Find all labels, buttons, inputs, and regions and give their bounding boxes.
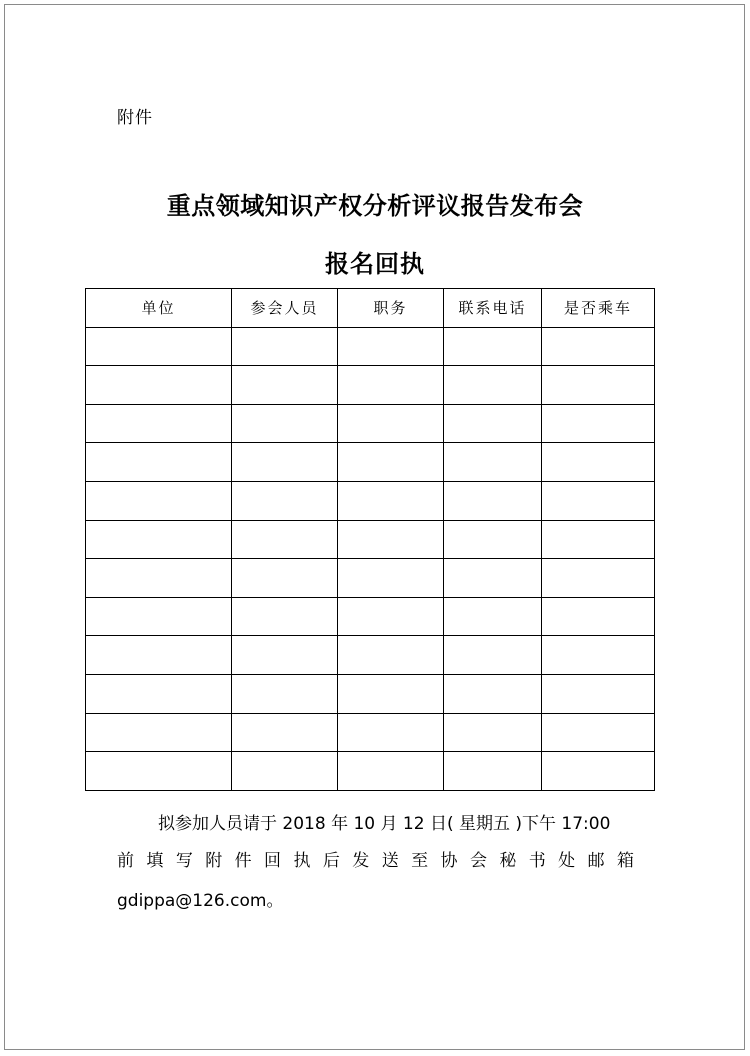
cell-attendees[interactable] bbox=[232, 752, 338, 791]
cell-unit[interactable] bbox=[86, 520, 232, 559]
cell-position[interactable] bbox=[338, 404, 444, 443]
cell-phone[interactable] bbox=[444, 559, 542, 598]
header-attendees: 参会人员 bbox=[232, 289, 338, 328]
cell-unit[interactable] bbox=[86, 327, 232, 366]
cell-position[interactable] bbox=[338, 327, 444, 366]
cell-phone[interactable] bbox=[444, 597, 542, 636]
cell-position[interactable] bbox=[338, 520, 444, 559]
table-row bbox=[86, 674, 655, 713]
table-body bbox=[86, 327, 655, 790]
table-row bbox=[86, 443, 655, 482]
cell-position[interactable] bbox=[338, 559, 444, 598]
cell-position[interactable] bbox=[338, 481, 444, 520]
cell-transport[interactable] bbox=[542, 443, 655, 482]
cell-phone[interactable] bbox=[444, 443, 542, 482]
cell-unit[interactable] bbox=[86, 713, 232, 752]
cell-attendees[interactable] bbox=[232, 636, 338, 675]
header-phone: 联系电话 bbox=[444, 289, 542, 328]
cell-phone[interactable] bbox=[444, 636, 542, 675]
cell-attendees[interactable] bbox=[232, 674, 338, 713]
cell-attendees[interactable] bbox=[232, 481, 338, 520]
cell-phone[interactable] bbox=[444, 520, 542, 559]
cell-unit[interactable] bbox=[86, 752, 232, 791]
table-row bbox=[86, 404, 655, 443]
cell-attendees[interactable] bbox=[232, 713, 338, 752]
cell-transport[interactable] bbox=[542, 520, 655, 559]
cell-unit[interactable] bbox=[86, 481, 232, 520]
note-email: gdippa@126.com。 bbox=[117, 891, 284, 911]
cell-transport[interactable] bbox=[542, 674, 655, 713]
table-row bbox=[86, 366, 655, 405]
document-subtitle: 报名回执 bbox=[325, 249, 425, 278]
header-unit: 单位 bbox=[86, 289, 232, 328]
cell-attendees[interactable] bbox=[232, 559, 338, 598]
registration-table bbox=[85, 288, 655, 791]
cell-transport[interactable] bbox=[542, 366, 655, 405]
cell-unit[interactable] bbox=[86, 636, 232, 675]
table-row bbox=[86, 481, 655, 520]
cell-position[interactable] bbox=[338, 443, 444, 482]
cell-phone[interactable] bbox=[444, 366, 542, 405]
table-row bbox=[86, 559, 655, 598]
cell-transport[interactable] bbox=[542, 752, 655, 791]
cell-position[interactable] bbox=[338, 713, 444, 752]
table-row bbox=[86, 597, 655, 636]
table-row bbox=[86, 520, 655, 559]
table-row bbox=[86, 636, 655, 675]
cell-phone[interactable] bbox=[444, 481, 542, 520]
cell-position[interactable] bbox=[338, 674, 444, 713]
cell-transport[interactable] bbox=[542, 481, 655, 520]
cell-transport[interactable] bbox=[542, 597, 655, 636]
cell-transport[interactable] bbox=[542, 404, 655, 443]
attachment-label: 附件 bbox=[117, 108, 153, 128]
table-row bbox=[86, 752, 655, 791]
cell-unit[interactable] bbox=[86, 597, 232, 636]
cell-unit[interactable] bbox=[86, 366, 232, 405]
cell-phone[interactable] bbox=[444, 752, 542, 791]
cell-attendees[interactable] bbox=[232, 520, 338, 559]
cell-phone[interactable] bbox=[444, 713, 542, 752]
cell-unit[interactable] bbox=[86, 559, 232, 598]
cell-unit[interactable] bbox=[86, 674, 232, 713]
note-line-1: 拟参加人员请于 2018 年 10 月 12 日( 星期五 )下午 17:00 bbox=[158, 814, 611, 834]
cell-transport[interactable] bbox=[542, 636, 655, 675]
table-row bbox=[86, 327, 655, 366]
cell-transport[interactable] bbox=[542, 327, 655, 366]
header-position: 职务 bbox=[338, 289, 444, 328]
cell-unit[interactable] bbox=[86, 443, 232, 482]
cell-transport[interactable] bbox=[542, 559, 655, 598]
cell-attendees[interactable] bbox=[232, 443, 338, 482]
cell-unit[interactable] bbox=[86, 404, 232, 443]
document-title: 重点领域知识产权分析评议报告发布会 bbox=[166, 191, 584, 220]
cell-position[interactable] bbox=[338, 597, 444, 636]
cell-attendees[interactable] bbox=[232, 327, 338, 366]
cell-attendees[interactable] bbox=[232, 366, 338, 405]
cell-phone[interactable] bbox=[444, 404, 542, 443]
table-row bbox=[86, 713, 655, 752]
header-transport: 是否乘车 bbox=[542, 289, 655, 328]
note-line-2: 前填写附件回执后发送至协会秘书处邮箱 bbox=[117, 851, 634, 871]
cell-phone[interactable] bbox=[444, 674, 542, 713]
cell-attendees[interactable] bbox=[232, 404, 338, 443]
cell-position[interactable] bbox=[338, 752, 444, 791]
cell-attendees[interactable] bbox=[232, 597, 338, 636]
cell-position[interactable] bbox=[338, 636, 444, 675]
table-header-row bbox=[86, 289, 655, 328]
cell-position[interactable] bbox=[338, 366, 444, 405]
cell-phone[interactable] bbox=[444, 327, 542, 366]
cell-transport[interactable] bbox=[542, 713, 655, 752]
